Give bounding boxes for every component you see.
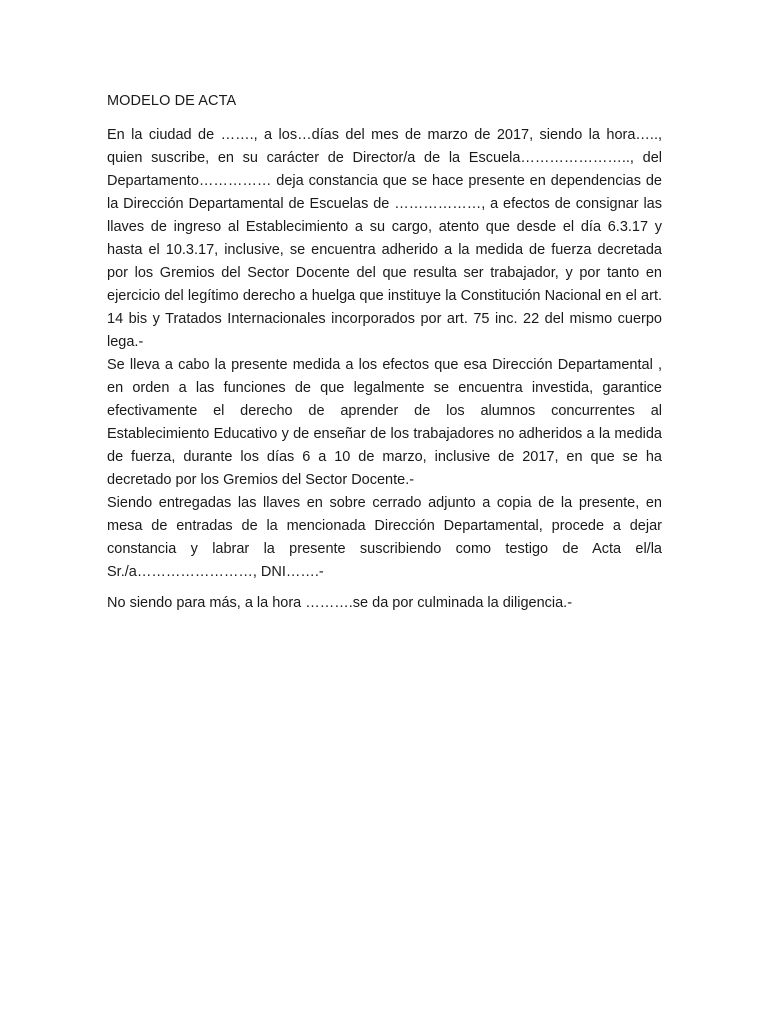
paragraph-keys-delivery: Siendo entregadas las llaves en sobre cerrado adjunto a copia de la presente, en mesa de entradas de la mencionada Dirección Departamental, procede a dejar constancia y labrar la presente suscribiendo como testigo de Acta el/la Sr./a……………………, DNI…….-: [107, 495, 662, 580]
document-title: MODELO DE ACTA: [107, 93, 237, 109]
paragraph-purpose: Se lleva a cabo la presente medida a los efectos que esa Dirección Departamental , en orden a las funciones de que legalmente se encuentra investida, garantice efectivamente el derecho de aprender de los alumnos concurrentes al Establecimiento Educativo y de enseñar de los trabajadores no adheridos a la medida de fuerza, durante los días 6 a 10 de marzo, inclusive de 2017, en que se ha decretado por los Gremios del Sector Docente.-: [107, 357, 662, 488]
paragraph-intro: En la ciudad de ……., a los…días del mes de marzo de 2017, siendo la hora….., quien suscribe, en su carácter de Director/a de la Escuela………………….., del Departamento…………… deja constancia que se hace presente en dependencias de la Dirección Departamental de Escuelas de ………………, a efectos de consignar las llaves de ingreso al Establecimiento a su cargo, atento que desde el día 6.3.17 y hasta el 10.3.17, inclusive, se encuentra adherido a la medida de fuerza decretada por los Gremios del Sector Docente del que resulta ser trabajador, y por tanto en ejercicio del legítimo derecho a huelga que instituye la Constitución Nacional en el art. 14 bis y Tratados Internacionales incorporados por art. 75 inc. 22 del mismo cuerpo lega.-: [107, 127, 662, 350]
document-page: [107, 92, 662, 615]
paragraph-closing: No siendo para más, a la hora ……….se da por culminada la diligencia.-: [107, 595, 573, 611]
